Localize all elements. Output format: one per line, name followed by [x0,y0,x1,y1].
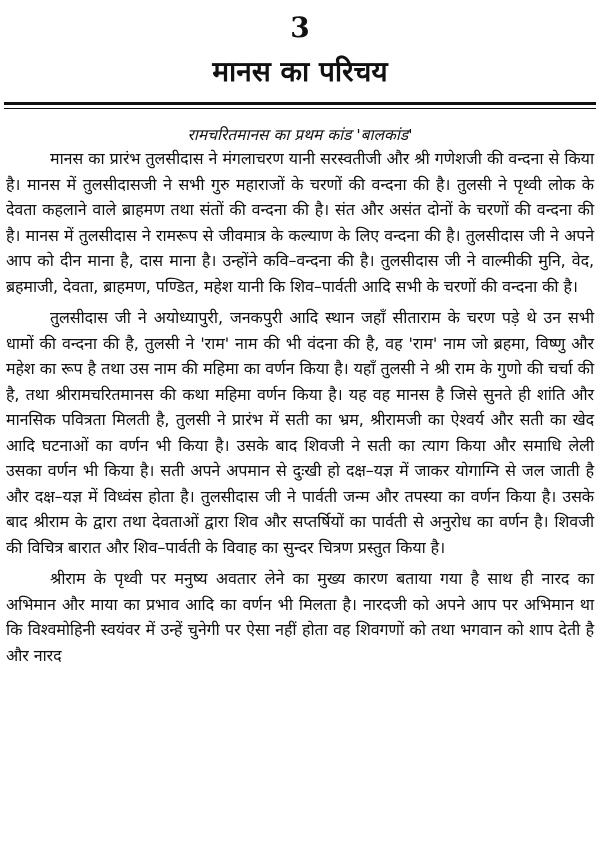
paragraph-2: तुलसीदास जी ने अयोध्यापुरी, जनकपुरी आदि स्थान जहाँ सीताराम के चरण पड़े थे उन सभी धामों की वन्दना की है, तुलसी ने 'राम' नाम की भी वंदना की है, वह 'राम' नाम जो ब्रहमा, विष्णु और महेश का रूप है तथा उस नाम की महिमा का वर्णन किया है। यहाँ तुलसी ने श्री राम के गुणो की चर्चा की है, तथा श्रीरामचरितमानस की कथा महिमा वर्णन किया है। यह वह मानस है जिसे सुनते ही शांति और मानसिक पवित्रता मिलती है, तुलसी ने प्रारंभ में सती का भ्रम, श्रीरामजी का ऐश्वर्य और सती का खेद आदि घटनाओं का वर्णन भी किया है। उसके बाद शिवजी ने सती का त्याग किया और समाधि लेली उसका वर्णन भी किया है। सती अपने अपमान से दुःखी हो दक्ष–यज्ञ में जाकर योगाग्नि से जल जाती है और दक्ष–यज्ञ में विध्वंस होता है। तुलसीदास जी ने पार्वती जन्म और तपस्या का वर्णन किया है। उसके बाद श्रीराम के द्वारा तथा देवताओं द्वारा शिव और सप्तर्षियों का पार्वती से अनुरोध का वर्णन है। शिवजी की विचित्र बारात और शिव–पार्वती के विवाह का सुन्दर चित्रण प्रस्तुत किया है। [6,308,594,557]
title-rule-thin [4,108,596,109]
section-subtitle: रामचरितमानस का प्रथम कांड 'बालकांड' [187,126,413,144]
paragraph-3: श्रीराम के पृथ्वी पर मनुष्य अवतार लेने का मुख्य कारण बताया गया है साथ ही नारद का अभिमान और माया का प्रभाव आदि का वर्णन भी मिलता है। नारदजी को अपने आप पर अभिमान था कि विश्वमोहिनी स्वयंवर में उन्हें चुनेगी पर ऐसा नहीं होता वह शिवगणों को तथा भगवान को शाप देती है और नारद [6,569,594,665]
title-rule-thick [4,102,596,105]
paragraph-1: मानस का प्रारंभ तुलसीदास ने मंगलाचरण यानी सरस्वतीजी और श्री गणेशजी की वन्दना से किया है। मानस में तुलसीदासजी ने सभी गुरु महाराजों के चरणों की वन्दना की है। तुलसी ने पृथ्वी लोक के देवता कहलाने वाले ब्राहमण तथा संतों की वन्दना की है। संत और असंत दोनों के चरणों की वन्दना की है। मानस में तुलसीदास ने रामरूप से जीवमात्र के कल्याण के लिए वन्दना की है। तुलसीदास जी ने अपने आप को दीन माना है, दास माना है। उन्होंने कवि–वन्दना की है। तुलसीदास जी ने वाल्मीकी मुनि, वेद, ब्रहमाजी, देवता, ब्राहमण, पण्डित, महेश यानी कि शिव–पार्वती आदि सभी के चरणों की वन्दना की है। [6,149,594,296]
chapter-title: मानस का परिचय [212,55,388,88]
chapter-number: 3 [290,11,310,44]
body-text [6,146,594,674]
